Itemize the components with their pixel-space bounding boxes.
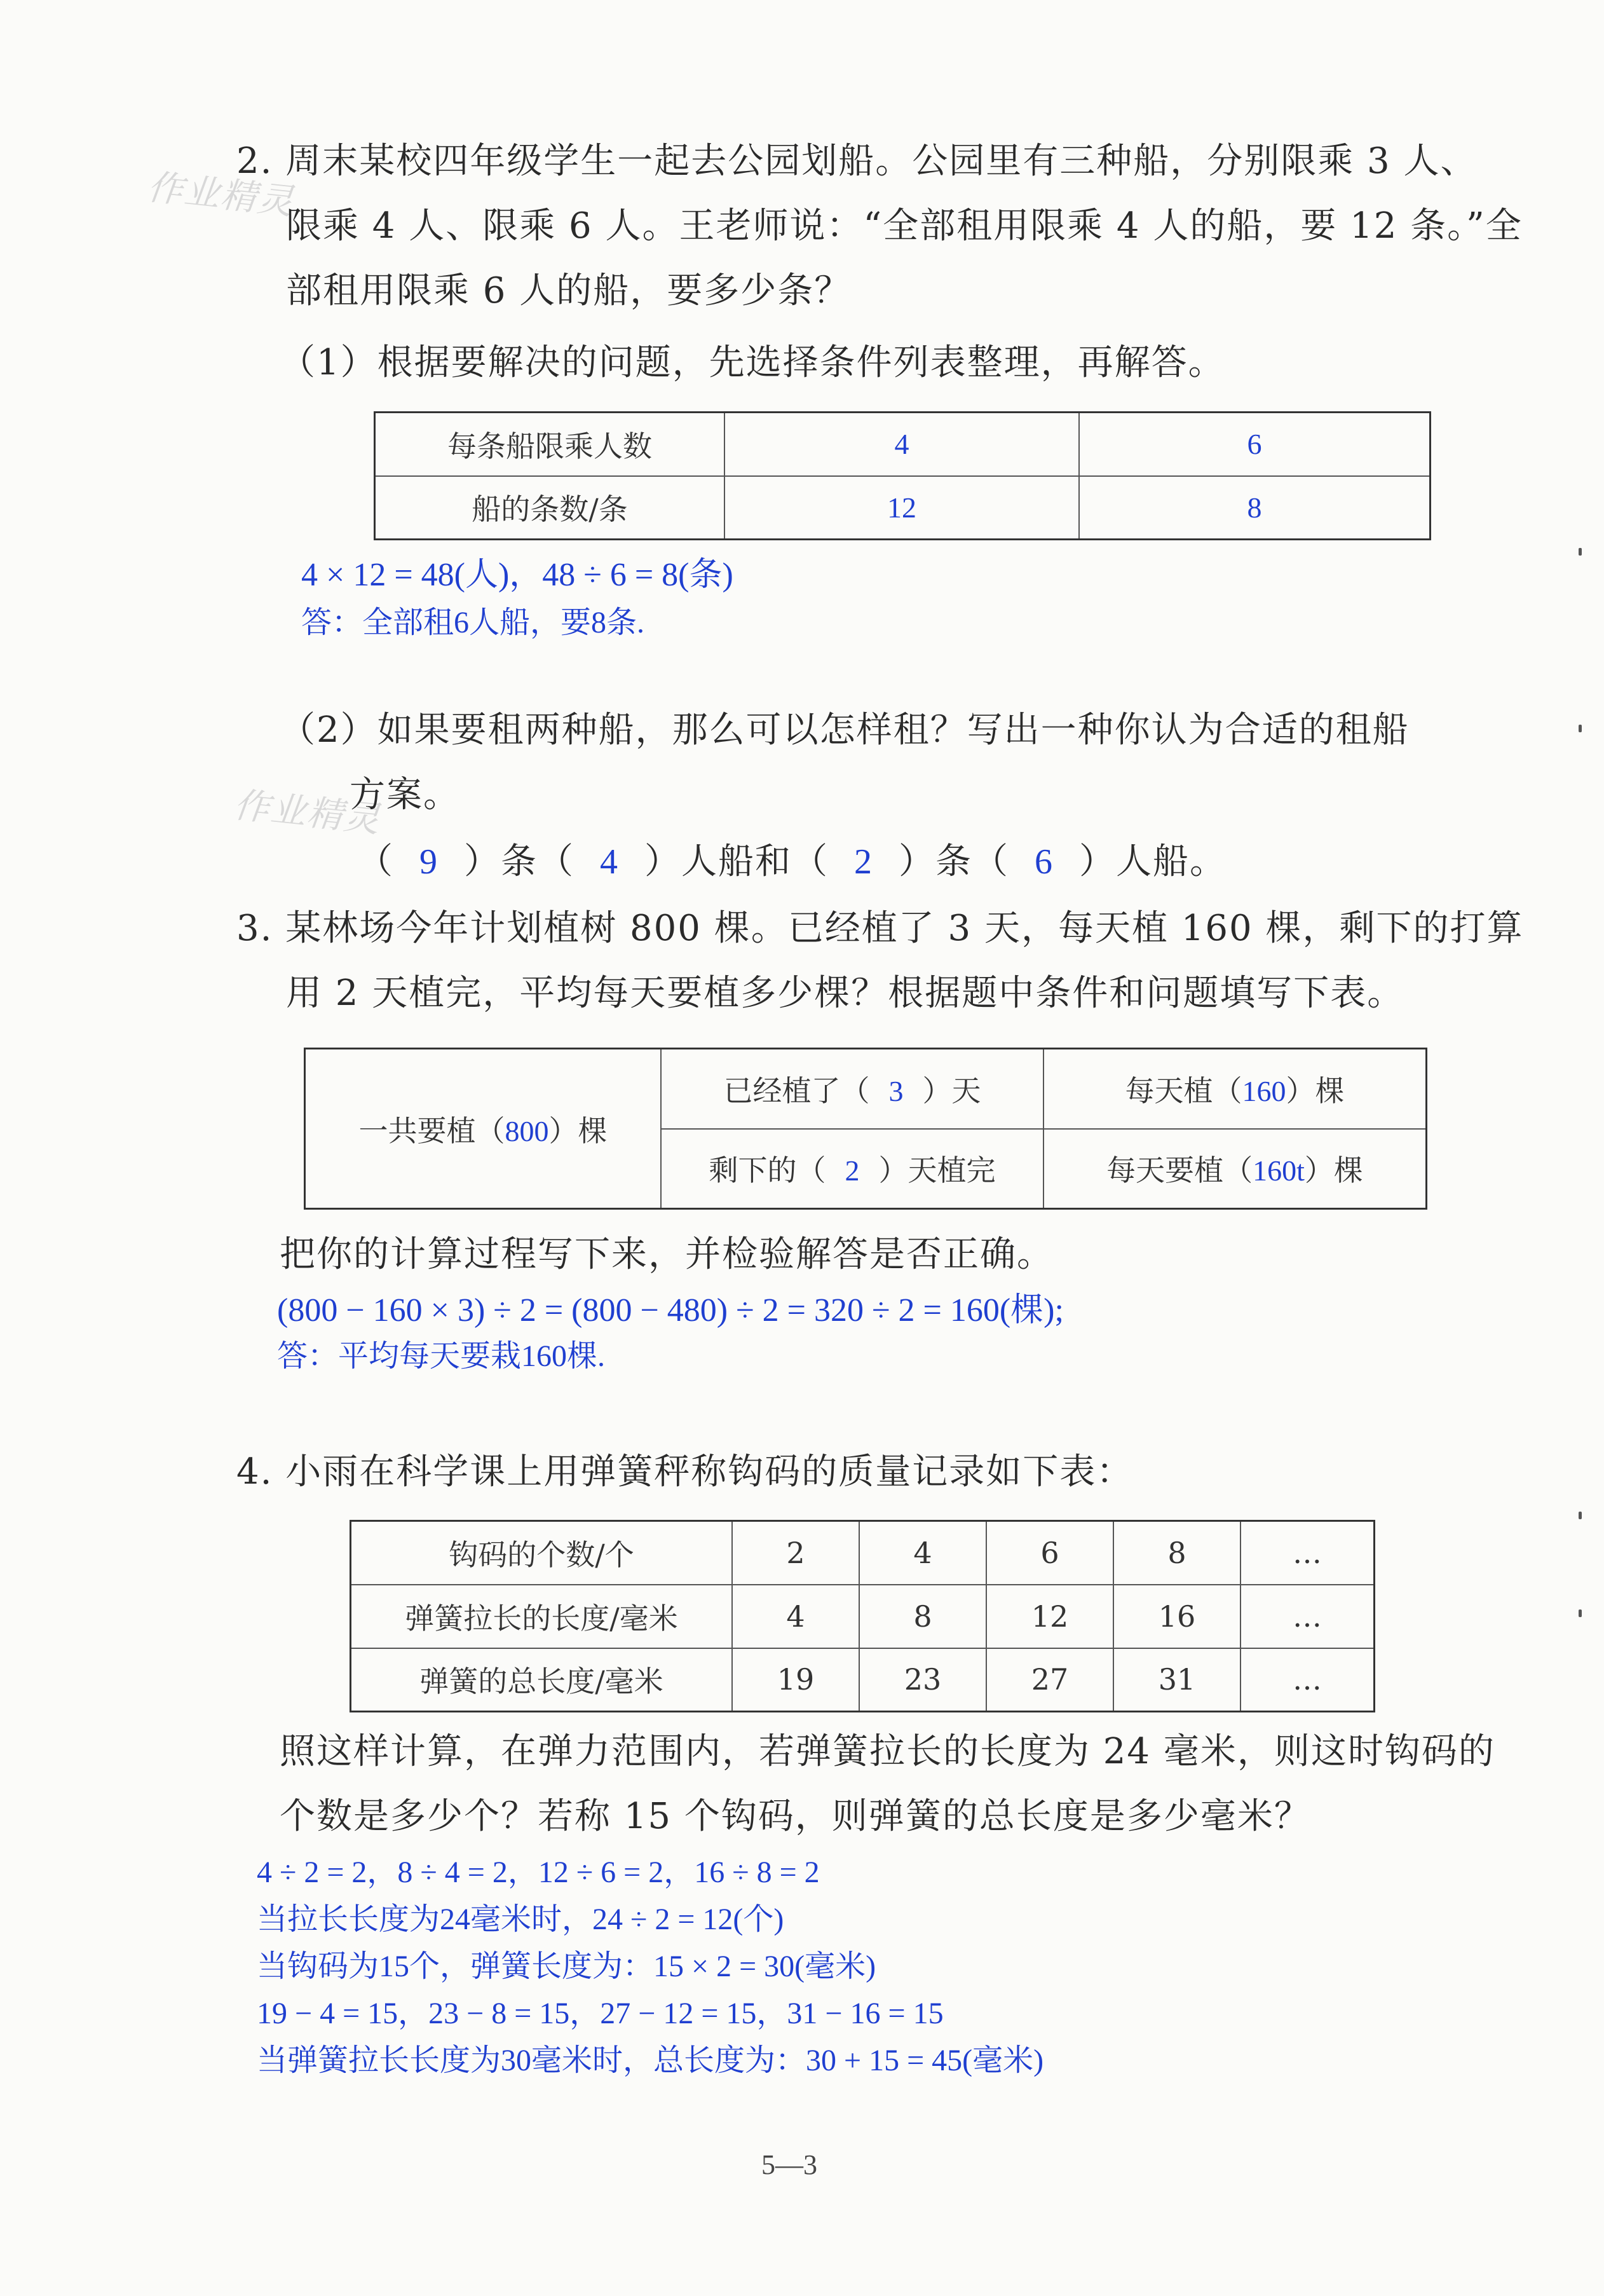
answer-line: (800 − 160 × 3) ÷ 2 = (800 − 480) ÷ 2 = 320 ÷ 2 = 160(棵); (277, 1292, 1064, 1329)
table-cell: … (1240, 1648, 1375, 1712)
cell-text: 剩下的（ (709, 1153, 826, 1188)
cell-text: 每天要植（ (1106, 1153, 1253, 1188)
table-header: 弹簧拉长的长度/毫米 (351, 1585, 733, 1648)
fill-blank: 160 (1242, 1074, 1286, 1107)
boat-table (374, 411, 1431, 540)
spring-table (350, 1520, 1375, 1712)
answer-line: 4 ÷ 2 = 2，8 ÷ 4 = 2，12 ÷ 6 = 2，16 ÷ 8 = 2 (257, 1855, 820, 1889)
fill-blank: 160t (1253, 1154, 1305, 1187)
fill-blank: 4 (600, 842, 619, 882)
question-text: 照这样计算，在弹力范围内，若弹簧拉长的长度为 24 毫米，则这时钩码的 (280, 1731, 1495, 1772)
cell-text: ）棵 (1286, 1073, 1345, 1108)
fill-blank: 6 (1035, 842, 1054, 882)
fill-text: 人船和（ (681, 841, 829, 882)
question-text: 3. 某林场今年计划植树 800 棵。已经植了 3 天，每天植 160 棵，剩下的打算 (236, 908, 1524, 949)
watermark: 作业精灵 (231, 784, 383, 841)
sub-question-2: 方案。 (350, 774, 460, 816)
scan-mark (1579, 1512, 1582, 1519)
watermark: 作业精灵 (145, 167, 297, 223)
cell-text: 已经植了（ (723, 1073, 870, 1108)
table-header: 钩码的个数/个 (351, 1521, 733, 1585)
answer-line: 19 − 4 = 15，23 − 8 = 15，27 − 12 = 15，31 − 16 = 15 (257, 1997, 944, 2030)
fill-blank: 800 (505, 1114, 549, 1147)
table-cell (1043, 1129, 1427, 1209)
planting-table (304, 1048, 1427, 1210)
fill-blank: 3 (888, 1074, 904, 1107)
fill-text: 条（ (935, 841, 1009, 882)
table-cell (661, 1129, 1043, 1209)
fill-in-line: （ 9 ）条（ 4 ）人船和（ 2 ）条（ 6 ）人船。 (357, 839, 1227, 885)
page-number: 5—3 (761, 2149, 817, 2180)
sub-question-1: （1）根据要解决的问题，先选择条件列表整理，再解答。 (280, 342, 1225, 383)
table-header: 弹簧的总长度/毫米 (351, 1648, 733, 1712)
table-cell: 31 (1113, 1648, 1240, 1712)
question-text: 2. 周末某校四年级学生一起去公园划船。公园里有三种船，分别限乘 3 人、 (236, 140, 1478, 182)
table-cell: 6 (986, 1521, 1113, 1585)
answer-line: 当拉长长度为24毫米时，24 ÷ 2 = 12(个) (257, 1903, 784, 1936)
question-text: 部租用限乘 6 人的船，要多少条？ (286, 270, 852, 311)
table-cell: … (1240, 1521, 1375, 1585)
cell-text: ）天 (922, 1073, 981, 1108)
cell-text: 一共要植（ (358, 1113, 505, 1148)
table-header: 船的条数/条 (375, 476, 725, 540)
table-cell: 4 (724, 413, 1079, 476)
question-text: 4. 小雨在科学课上用弹簧秤称钩码的质量记录如下表： (236, 1451, 1134, 1493)
scan-mark (1579, 548, 1582, 556)
cell-text: 每天植（ (1125, 1073, 1242, 1108)
table-cell: 16 (1113, 1585, 1240, 1648)
question-text: 个数是多少个？若称 15 个钩码，则弹簧的总长度是多少毫米？ (280, 1796, 1311, 1837)
scan-mark (1579, 1609, 1582, 1617)
scan-mark (1579, 725, 1582, 732)
instruction: 把你的计算过程写下来，并检验解答是否正确。 (280, 1234, 1054, 1275)
answer-line: 答：全部租6人船，要8条. (301, 606, 645, 639)
answer-line: 当钩码为15个，弹簧长度为：15 × 2 = 30(毫米) (257, 1950, 876, 1983)
sub-question-2: （2）如果要租两种船，那么可以怎样租？写出一种你认为合适的租船 (280, 709, 1410, 751)
table-cell: … (1240, 1585, 1375, 1648)
fill-text: 条（ (501, 841, 574, 882)
cell-text: ）棵 (548, 1113, 608, 1148)
fill-blank: 2 (845, 1154, 860, 1187)
question-text: 限乘 4 人、限乘 6 人。王老师说：“全部租用限乘 4 人的船，要 12 条。”全 (286, 205, 1523, 247)
fill-blank: 2 (854, 842, 873, 882)
fill-blank: 9 (419, 842, 438, 882)
table-cell: 4 (732, 1585, 859, 1648)
table-cell: 4 (859, 1521, 986, 1585)
table-cell: 8 (859, 1585, 986, 1648)
fill-text: 人船。 (1116, 841, 1227, 882)
cell-text: ）棵 (1304, 1153, 1363, 1188)
table-cell: 19 (732, 1648, 859, 1712)
answer-line: 4 × 12 = 48(人)，48 ÷ 6 = 8(条) (301, 557, 733, 593)
table-cell (661, 1049, 1043, 1129)
cell-text: ）天植完 (878, 1153, 996, 1188)
table-cell: 12 (724, 476, 1079, 540)
answer-line: 当弹簧拉长长度为30毫米时，总长度为：30 + 15 = 45(毫米) (257, 2044, 1044, 2077)
question-text: 用 2 天植完，平均每天要植多少棵？根据题中条件和问题填写下表。 (286, 973, 1404, 1014)
answer-line: 答：平均每天要栽160棵. (277, 1339, 606, 1373)
table-cell (305, 1049, 662, 1209)
table-cell: 8 (1113, 1521, 1240, 1585)
table-cell: 12 (986, 1585, 1113, 1648)
table-cell: 27 (986, 1648, 1113, 1712)
table-cell: 23 (859, 1648, 986, 1712)
table-cell: 6 (1079, 413, 1431, 476)
table-header: 每条船限乘人数 (375, 413, 725, 476)
table-cell: 8 (1079, 476, 1431, 540)
table-cell: 2 (732, 1521, 859, 1585)
table-cell (1043, 1049, 1427, 1129)
